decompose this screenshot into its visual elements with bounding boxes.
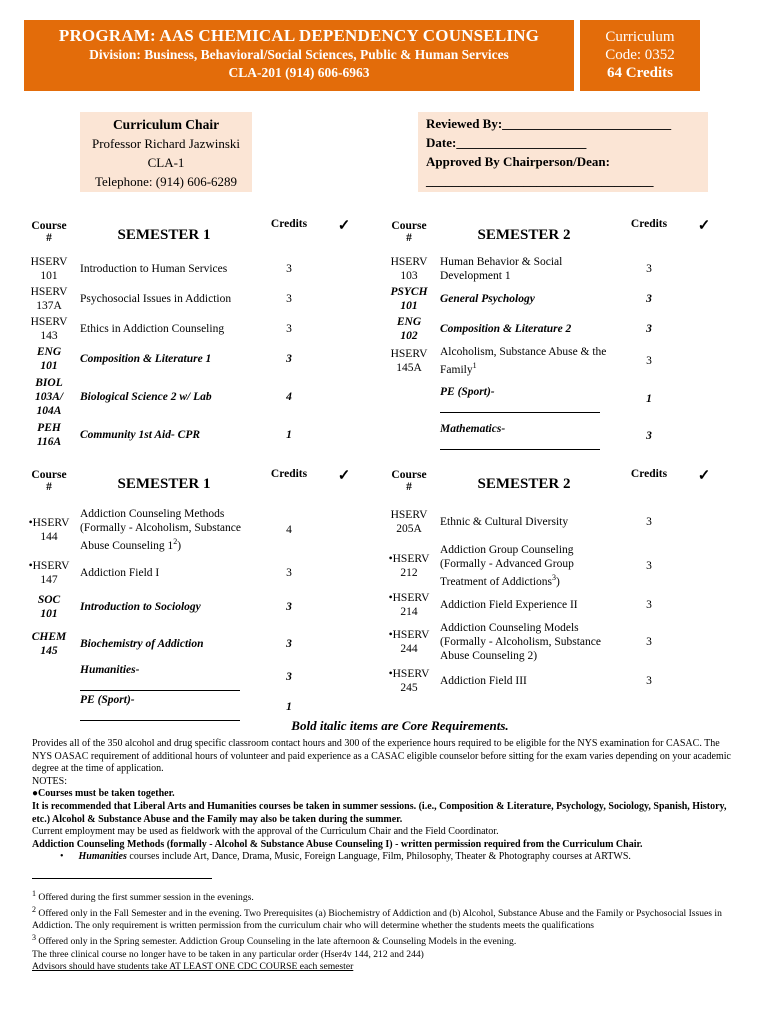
table-row — [24, 284, 364, 314]
course-code: HSERV 103 — [390, 256, 428, 282]
course-credits: 3 — [646, 323, 652, 335]
course-title: Mathematics- — [434, 420, 614, 452]
course-title: PE (Sport)- — [434, 378, 614, 420]
credits-header: Credits — [270, 218, 308, 230]
course-code: • HSERV 144 — [24, 502, 74, 558]
course-title: General Psychology — [440, 293, 535, 305]
table-row — [384, 284, 724, 314]
table-row — [24, 314, 364, 344]
year2-semester2-table — [384, 460, 724, 698]
course-hash: # — [46, 232, 52, 244]
table-header-row — [384, 460, 724, 502]
semester-title: SEMESTER 1 — [117, 476, 211, 492]
course-title: Alcoholism, Substance Abuse & the Family$^1$ — [440, 346, 607, 376]
location-line: CLA-201 (914) 606-6963 — [228, 65, 370, 80]
course-code: HSERV 143 — [30, 316, 68, 342]
course-title: Biological Science 2 w/ Lab — [80, 391, 212, 403]
course-code: CHEM 145 — [31, 631, 67, 657]
humanities-text: courses include Art, Dance, Drama, Music, Foreign Language, Film, Philosophy, Theater & Photography courses at ARTWS. — [126, 851, 631, 863]
course-title: PE (Sport)- — [74, 692, 254, 722]
course-credits: 3 — [286, 671, 292, 683]
course-credits: 3 — [286, 293, 292, 305]
blank-line — [440, 402, 600, 413]
course-title: Ethics in Addiction Counseling — [80, 323, 225, 335]
check-cell[interactable] — [324, 314, 364, 344]
course-hash: # — [406, 232, 412, 244]
course-code: HSERV 205A — [390, 509, 428, 535]
check-cell[interactable] — [684, 502, 724, 542]
check-cell[interactable] — [684, 664, 724, 698]
course-credits: 3 — [646, 674, 652, 687]
footnotes-section — [32, 888, 742, 973]
division-line: Division: Business, Behavioral/Social Sciences, Public & Human Services — [89, 47, 509, 62]
course-code: HSERV 137A — [30, 286, 68, 312]
course-code — [384, 378, 434, 420]
check-cell[interactable] — [324, 626, 364, 662]
course-credits: 3 — [646, 516, 652, 528]
humanities-label: Humanities — [78, 851, 127, 863]
credits-header: Credits — [630, 218, 668, 230]
core-requirements-note: Bold italic items are Core Requirements. — [291, 718, 509, 733]
blank-line — [440, 439, 600, 450]
credits-header: Credits — [630, 468, 668, 480]
check-cell[interactable] — [324, 502, 364, 558]
course-code: HSERV 101 — [30, 256, 68, 282]
table-row — [384, 590, 724, 620]
checkmark-icon: ✓ — [697, 468, 711, 484]
course-credits: 3 — [286, 323, 292, 335]
course-code — [384, 420, 434, 452]
chair-office: CLA-1 — [147, 155, 185, 170]
table-row — [24, 626, 364, 662]
footnote-5: Advisors should have students take AT LEAST ONE CDC COURSE each semester — [32, 960, 354, 972]
check-cell[interactable] — [684, 542, 724, 590]
note-permission: Addiction Counseling Methods (formally - Alcohol & Substance Abuse Counseling I) - written permission required from the Curriculum Chair. — [32, 838, 643, 850]
course-header: Course — [31, 469, 67, 481]
table-row — [384, 344, 724, 378]
course-code: • HSERV 214 — [384, 590, 434, 620]
credits-header: Credits — [270, 468, 308, 480]
course-header: Course — [391, 469, 427, 481]
course-code: • HSERV 244 — [384, 620, 434, 664]
course-code: • HSERV 212 — [384, 542, 434, 590]
course-code: PSYCH 101 — [390, 286, 428, 312]
bullet-icon: • — [60, 851, 79, 863]
check-cell[interactable] — [684, 284, 724, 314]
note-fieldwork: Current employment may be used as fieldwork with the approval of the Curriculum Chair and the Field Coordinator. — [32, 826, 499, 838]
course-code: BIOL 103A/ 104A — [34, 377, 64, 417]
course-title: Psychosocial Issues in Addiction — [80, 293, 232, 305]
course-title: Composition & Literature 1 — [80, 353, 212, 365]
course-hash: # — [46, 481, 52, 493]
semester-title: SEMESTER 2 — [477, 227, 571, 243]
course-credits: 3 — [646, 263, 652, 275]
footnote-2: $^2$ Offered only in the Fall Semester and in the evening. Two Prerequisites (a) Biochemistry of Addiction and (b) Alcohol, Substance Abuse and the Family or Psychosocial Issues in Addiction. The only requirement is written permission from the curriculum chair who will determine whether the students meets the qualifications — [32, 905, 722, 932]
table-row — [384, 502, 724, 542]
check-cell[interactable] — [684, 420, 724, 452]
check-cell[interactable] — [684, 254, 724, 284]
check-cell[interactable] — [684, 590, 724, 620]
course-credits: 1 — [286, 429, 292, 441]
check-cell[interactable] — [324, 284, 364, 314]
curriculum-label: Curriculum — [605, 29, 675, 45]
course-title: Addiction Counseling Models (Formally - Alcoholism, Substance Abuse Counseling 2) — [440, 621, 601, 662]
approved-by: Approved By Chairperson/Dean: — [426, 154, 610, 169]
table-row — [24, 558, 364, 588]
note-humanities — [32, 851, 742, 864]
check-cell[interactable] — [684, 378, 724, 420]
course-credits: 3 — [646, 429, 652, 442]
footnote-3: $^3$ Offered only in the Spring semester. Addiction Group Counseling in the late afternoon & Counseling Models in the evening. — [32, 933, 517, 948]
table-row — [24, 420, 364, 450]
footnote-1: $^1$ Offered during the first summer session in the evenings. — [32, 889, 254, 904]
table-row — [384, 420, 724, 452]
course-credits: 3 — [646, 635, 652, 648]
semester-title: SEMESTER 1 — [117, 227, 211, 243]
review-date: Date:____________________ — [426, 135, 587, 150]
table-row — [24, 344, 364, 374]
table-row — [384, 254, 724, 284]
course-credits: 3 — [646, 598, 652, 611]
course-credits: 3 — [286, 638, 292, 650]
semester-title: SEMESTER 2 — [477, 476, 571, 492]
reviewed-by: Reviewed By:__________________________ — [426, 116, 672, 131]
program-title: PROGRAM: AAS CHEMICAL DEPENDENCY COUNSELING — [58, 26, 540, 45]
check-cell[interactable] — [684, 314, 724, 344]
year1-semester1-table — [24, 210, 364, 450]
course-credits: 1 — [646, 392, 652, 405]
note-summer: It is recommended that Liberal Arts and Humanities courses be taken in summer sessions. (i.e., Composition & Literature, Psychology, Sociology, Spanish, History, etc.) Alcohol & Substance Abuse and the Family may also be taken during the summer. — [32, 800, 727, 825]
check-cell[interactable] — [684, 344, 724, 378]
course-credits: 3 — [646, 354, 652, 367]
approved-line: ___________________________________ — [426, 173, 654, 188]
table-row — [24, 374, 364, 420]
table-row — [384, 664, 724, 698]
table-row — [24, 588, 364, 626]
check-cell[interactable] — [684, 620, 724, 664]
table-header-row — [24, 210, 364, 254]
course-code: HSERV 145A — [390, 347, 428, 374]
table-row — [384, 378, 724, 420]
check-cell[interactable] — [324, 662, 364, 692]
course-credits: 3 — [646, 559, 652, 572]
year2-semester1-table — [24, 460, 364, 722]
check-cell[interactable] — [324, 344, 364, 374]
course-code: ENG 102 — [396, 316, 422, 342]
table-row — [384, 620, 724, 664]
course-title: Addiction Field Experience II — [440, 598, 578, 611]
year1-semester2-table — [384, 210, 724, 452]
course-code: • HSERV 245 — [384, 664, 434, 698]
course-header: Course — [31, 220, 67, 232]
total-credits: 64 Credits — [607, 65, 673, 81]
course-credits: 3 — [286, 263, 292, 275]
program-header — [24, 20, 574, 91]
checkmark-icon: ✓ — [337, 468, 351, 484]
course-title: Biochemistry of Addiction — [80, 638, 204, 650]
chair-phone: Telephone: (914) 606-6289 — [94, 174, 238, 189]
course-code: • HSERV 147 — [24, 558, 74, 588]
table-header-row — [384, 210, 724, 254]
curriculum-chair-box — [80, 112, 252, 192]
notes-section — [32, 738, 742, 864]
course-credits: 3 — [286, 567, 292, 579]
course-code: PEH 116A — [36, 422, 62, 448]
chair-name: Professor Richard Jazwinski — [91, 136, 241, 151]
course-title: Humanities- — [74, 662, 254, 692]
course-title: Introduction to Human Services — [80, 263, 228, 275]
table-row — [24, 502, 364, 558]
checkmark-icon: ✓ — [337, 218, 351, 234]
note-together: ●Courses must be taken together. — [32, 788, 175, 800]
course-code: ENG 101 — [36, 346, 62, 372]
course-credits: 4 — [286, 524, 292, 536]
course-title: Addiction Field III — [440, 674, 527, 687]
course-code: SOC 101 — [37, 594, 61, 620]
course-credits: 1 — [286, 701, 292, 713]
course-hash: # — [406, 481, 412, 493]
course-header: Course — [391, 220, 427, 232]
course-code — [24, 662, 74, 692]
table-row — [24, 254, 364, 284]
table-row — [384, 542, 724, 590]
course-title: Introduction to Sociology — [80, 601, 201, 613]
checkmark-icon: ✓ — [697, 218, 711, 234]
course-title: Human Behavior & Social Development 1 — [440, 256, 563, 282]
table-row — [24, 662, 364, 692]
curriculum-code: Code: 0352 — [605, 47, 675, 63]
check-cell[interactable] — [324, 558, 364, 588]
course-credits: 3 — [646, 293, 652, 305]
course-title: Addiction Counseling Methods (Formally - Alcoholism, Substance Abuse Counseling $1^2$) — [80, 508, 241, 552]
course-title: Ethnic & Cultural Diversity — [440, 516, 569, 528]
blank-line — [80, 680, 240, 691]
course-title: Addiction Group Counseling (Formally - Advanced Group Treatment of Addictions$^3$) — [440, 544, 574, 588]
check-cell[interactable] — [324, 588, 364, 626]
course-code — [24, 692, 74, 722]
check-cell[interactable] — [324, 420, 364, 450]
course-credits: 4 — [286, 391, 292, 403]
course-title: Community 1st Aid- CPR — [80, 429, 201, 441]
footnote-divider — [32, 878, 212, 879]
check-cell[interactable] — [324, 254, 364, 284]
review-box — [418, 112, 708, 192]
chair-title: Curriculum Chair — [112, 117, 220, 132]
curriculum-code-box — [580, 20, 700, 91]
footnote-4: The three clinical course no longer have to be taken in any particular order (Hser4v 144, 212 and 244) — [32, 948, 424, 960]
course-title: Addiction Field I — [80, 567, 160, 579]
course-title: Composition & Literature 2 — [440, 323, 572, 335]
check-cell[interactable] — [324, 374, 364, 420]
course-credits: 3 — [286, 601, 292, 613]
course-credits: 3 — [286, 353, 292, 365]
table-header-row — [24, 460, 364, 502]
casac-paragraph: Provides all of the 350 alcohol and drug specific classroom contact hours and 300 of the experience hours required to be eligible for the NYS examination for CASAC. The NYS OASAC requirement of additional hours of volunteer and paid experience as a CASAC eligible counselor before sitting for the exam varies depending on your academic degree at the time of application. — [32, 738, 731, 775]
table-row — [384, 314, 724, 344]
notes-label: NOTES: — [32, 775, 67, 787]
